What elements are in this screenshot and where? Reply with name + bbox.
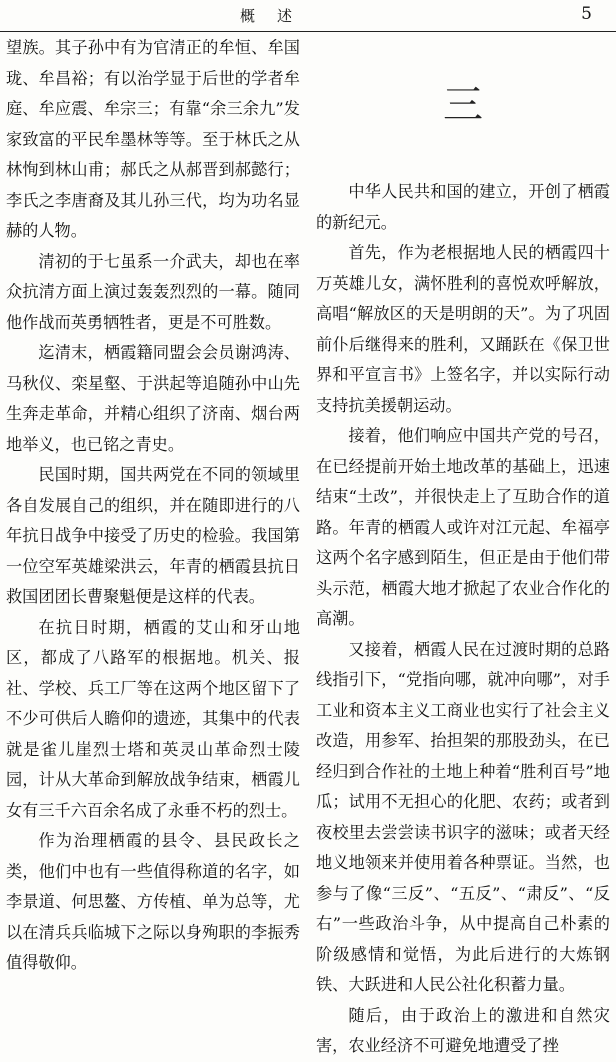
header-rule [0,31,616,32]
running-title: 概述 [240,7,315,25]
right-column [316,33,610,1062]
section-number: 三 [443,82,483,128]
paragraph: 清初的于七虽系一介武夫，却也在率众抗清方面上演过轰轰烈烈的一幕。随同他作战而英勇牺牲者，更是不可胜数。 [6,251,300,332]
page-header [0,0,616,34]
paragraph: 作为治理栖霞的县令、县民政长之类，他们中也有一些值得称道的名字，如李景道、何思鳌、方传植、单为总等，尤以在清兵兵临城下之际以身殉职的李振秀值得敬仰。 [6,831,300,972]
page-number: 5 [581,4,592,24]
paragraph: 望族。其子孙中有为官清正的牟恒、牟国珑、牟昌裕；有以治学显于后世的学者牟庭、牟应震、牟宗三；有靠“余三余九”发家致富的平民牟墨林等等。至于林氏之从林恂到林山甫；郝氏之从郝晋到郝懿行；李氏之李唐裔及其儿孙三代，均为功名显赫的人物。 [6,38,300,240]
paragraph: 迄清末，栖霞籍同盟会会员谢鸿涛、马秋仪、栾星壑、于洪起等追随孙中山先生奔走革命，并精心组织了济南、烟台两地举义，也已铭之青史。 [6,343,300,454]
paragraph: 接着，他们响应中国共产党的号召，在已经提前开始土地改革的基础上，迅速结束“土改”，并很快走上了互助合作的道路。年青的栖霞人或许对江元起、牟福亭这两个名字感到陌生，但正是由于他们带头示范，栖霞大地才掀起了农业合作化的高潮。 [316,426,610,628]
paragraph: 民国时期，国共两党在不同的领域里各自发展自己的组织，并在随即进行的八年抗日战争中接受了历史的检验。我国第一位空军英雄梁洪云，年青的栖霞县抗日救国团团长曹聚魁便是这样的代表。 [6,465,300,606]
paragraph: 中华人民共和国的建立，开创了栖霞的新纪元。 [316,182,610,232]
paragraph: 首先，作为老根据地人民的栖霞四十万英雄儿女，满怀胜利的喜悦欢呼解放，高唱“解放区的天是明朗的天”。为了巩固前仆后继得来的胜利，又踊跃在《保卫世界和平宣言书》上签名字，并以实际行动支持抗美援朝运动。 [316,243,610,415]
paragraph: 随后，由于政治上的激进和自然灾害，农业经济不可避免地遭受了挫 [316,1005,610,1055]
left-column [6,33,300,979]
paragraph: 在抗日时期，栖霞的艾山和牙山地区，都成了八路军的根据地。机关、报社、学校、兵工厂等在这两个地区留下了不少可供后人瞻仰的遗迹，其集中的代表就是雀儿崖烈士塔和英灵山革命烈士陵园，计从大革命到解放战争结束，栖霞儿女有三千六百余名成了永垂不朽的烈士。 [6,617,300,820]
paragraph: 又接着，栖霞人民在过渡时期的总路线指引下，“党指向哪，就冲向哪”，对手工业和资本主义工商业也实行了社会主义改造，用参军、抬担架的那股劲头，在已经归到合作社的土地上种着“胜利百号”地瓜；试用不无担心的化肥、农药；或者到夜校里去尝尝读书识字的滋味；或者天经地义地领来并使用着各种票证。当然，也参与了像“三反”、“五反”、“肃反”、“反右”一些政治斗争，从中提高自己朴素的阶级感情和觉悟，为此后进行的大炼钢铁、大跃进和人民公社化积蓄力量。 [316,639,610,994]
